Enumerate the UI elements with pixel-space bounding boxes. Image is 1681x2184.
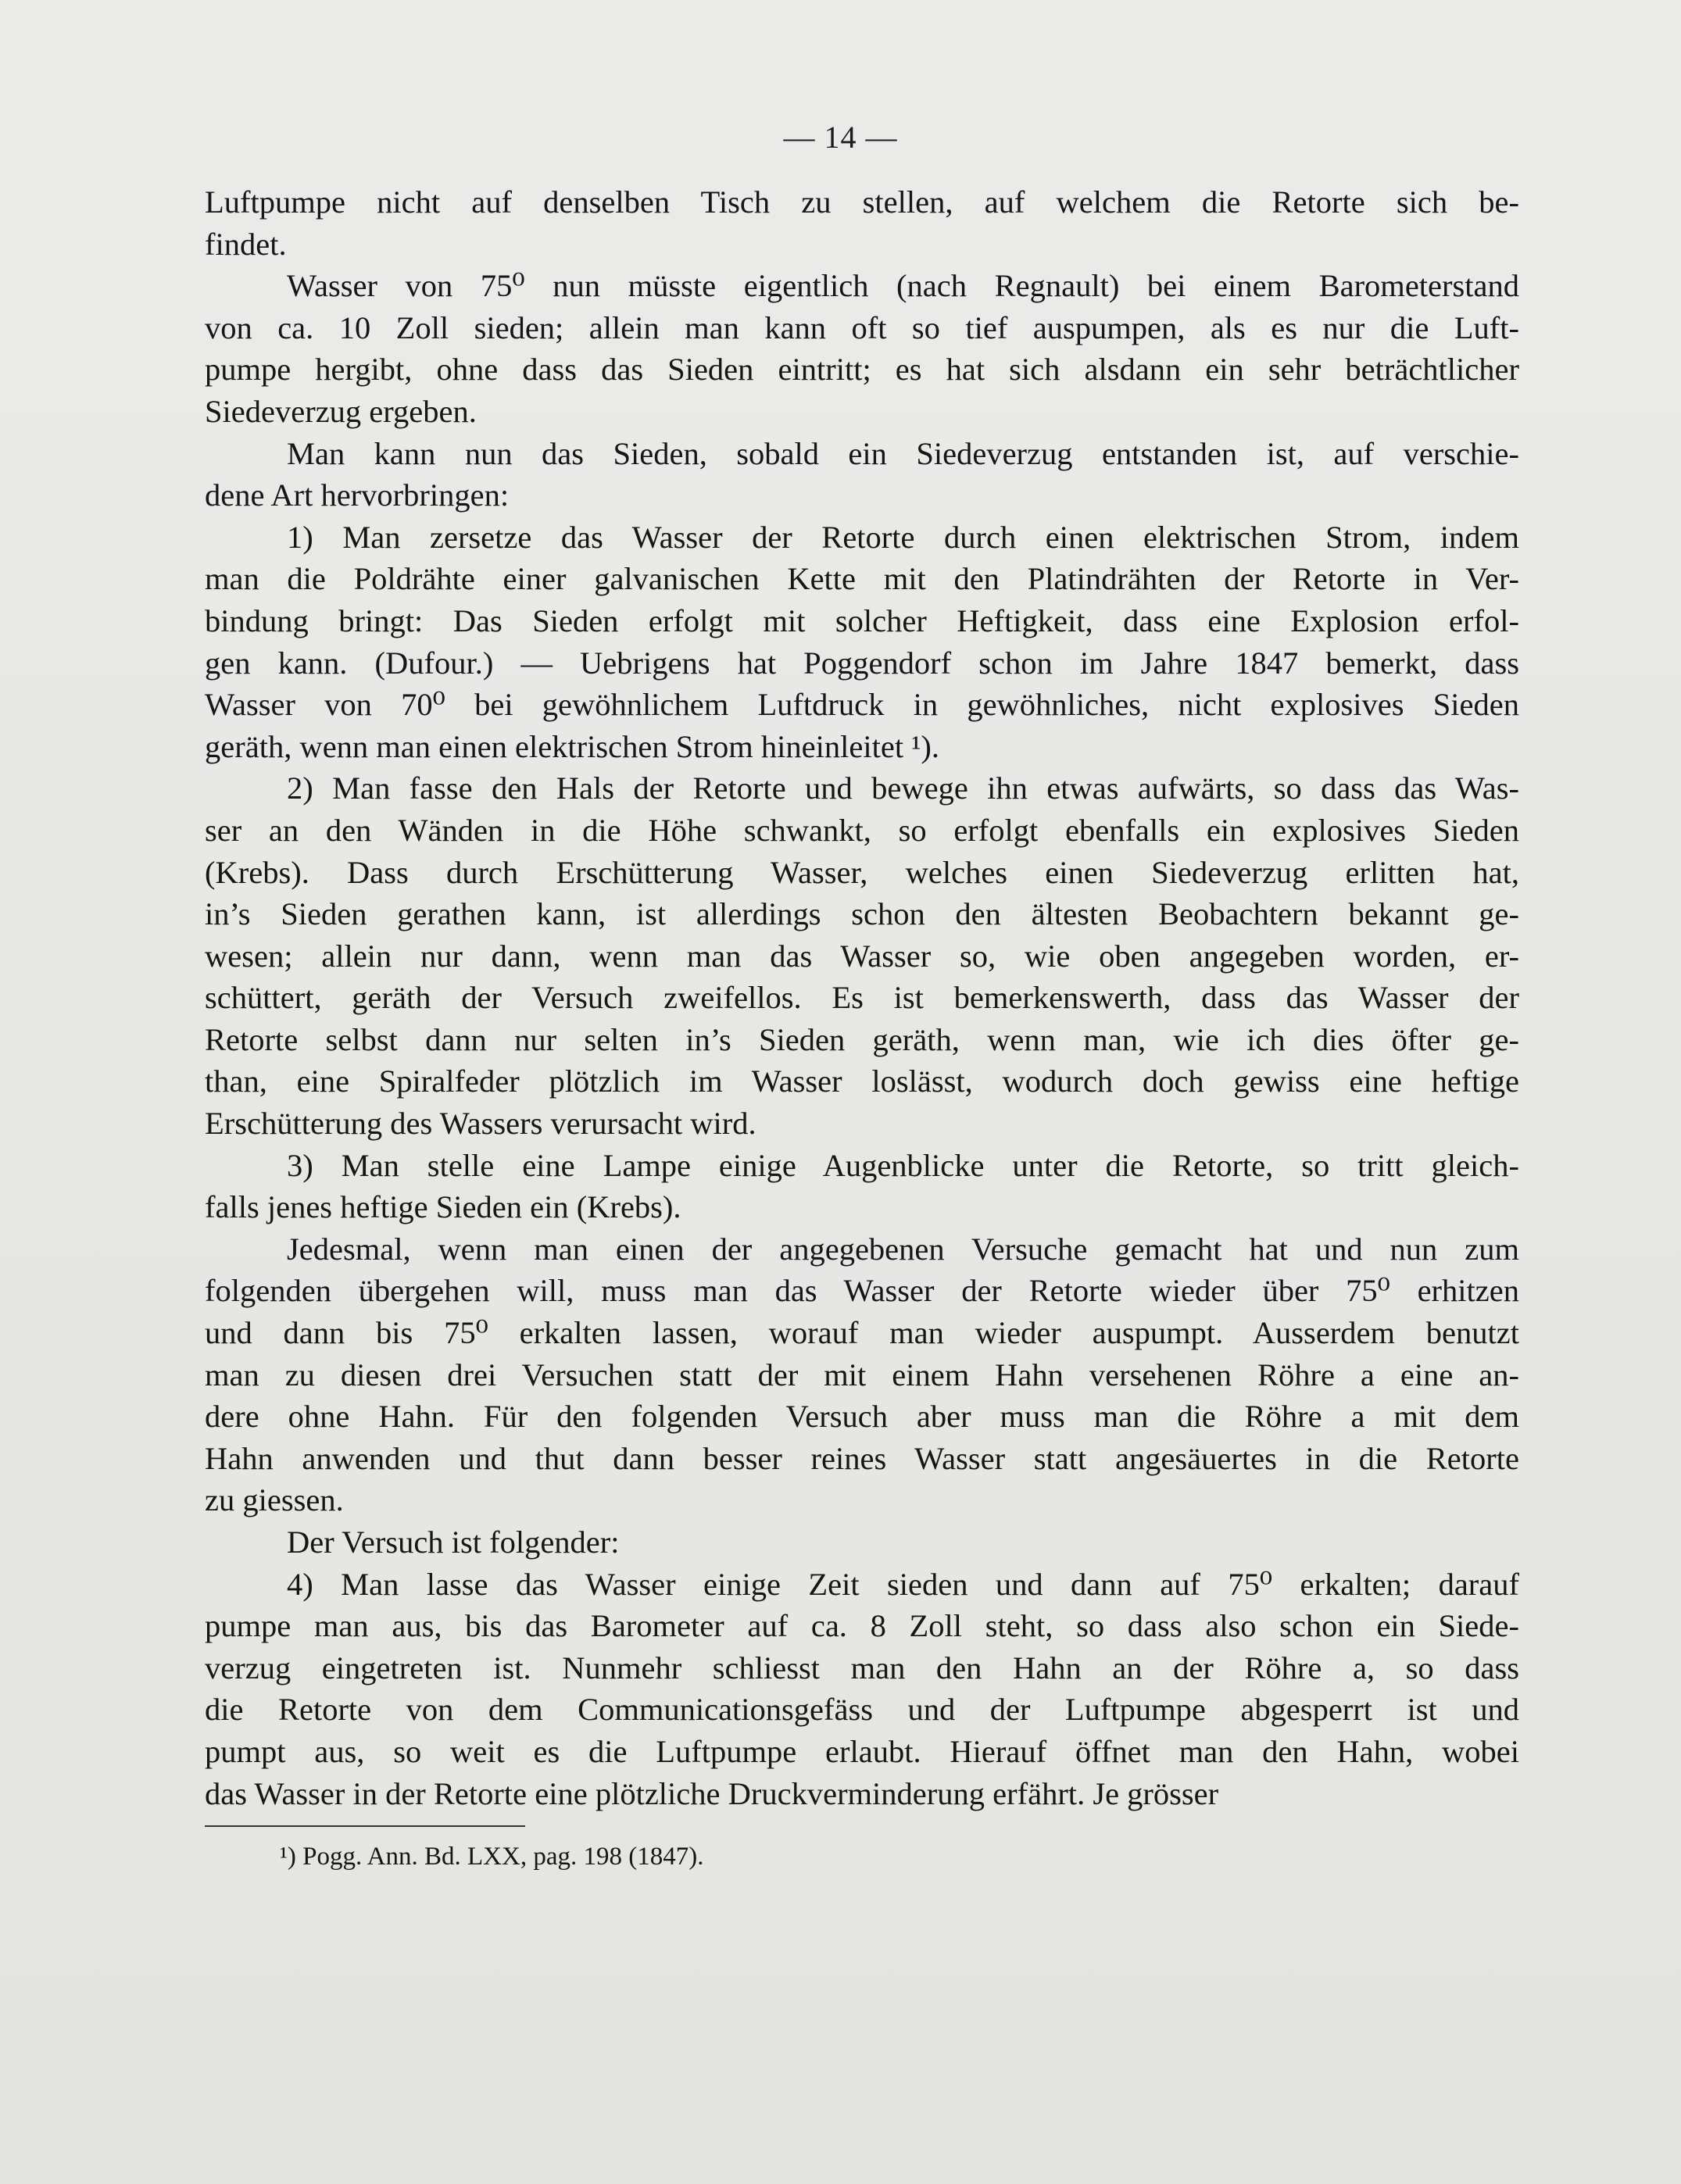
text-line: in’s Sieden gerathen kann, ist allerdings schon den ältesten Beobachtern bekannt ge- (205, 896, 1519, 932)
text-line: falls jenes heftige Sieden ein (Krebs). (205, 1189, 681, 1225)
text-line: das Wasser in der Retorte eine plötzliche Druckverminderung erfährt. Je grösser (205, 1775, 1219, 1811)
text-line: ser an den Wänden in die Höhe schwankt, so erfolgt ebenfalls ein explosives Sieden (205, 812, 1519, 848)
paragraph (205, 181, 1519, 265)
text-line: Hahn anwenden und thut dann besser reines Wasser statt angesäuertes in die Retorte (205, 1440, 1519, 1476)
text-line: folgenden übergehen will, muss man das Wasser der Retorte wieder über 75⁰ erhitzen (205, 1273, 1519, 1309)
text-line: dere ohne Hahn. Für den folgenden Versuch aber muss man die Röhre a mit dem (205, 1399, 1519, 1435)
text-line: 1) Man zersetze das Wasser der Retorte durch einen elektrischen Strom, indem (287, 519, 1519, 555)
text-line: man zu diesen drei Versuchen statt der mit einem Hahn versehenen Röhre a eine an- (205, 1357, 1519, 1392)
paragraph (205, 1564, 1519, 1815)
text-line: von ca. 10 Zoll sieden; allein man kann oft so tief auspumpen, als es nur die Luft- (205, 309, 1519, 345)
paragraph (205, 767, 1519, 1144)
text-line: gen kann. (Dufour.) — Uebrigens hat Poggendorf schon im Jahre 1847 bemerkt, dass (205, 645, 1519, 681)
page-number: — 14 — (783, 120, 898, 155)
text-line: und dann bis 75⁰ erkalten lassen, worauf man wieder auspumpt. Ausserdem benutzt (205, 1315, 1519, 1351)
text-line: (Krebs). Dass durch Erschütterung Wasser, welches einen Siedeverzug erlitten hat, (205, 854, 1519, 890)
text-line: than, eine Spiralfeder plötzlich im Wasser loslässt, wodurch doch gewiss eine heftige (205, 1063, 1519, 1099)
text-line: 2) Man fasse den Hals der Retorte und bewege ihn etwas aufwärts, so dass das Was- (287, 770, 1519, 806)
text-line: Retorte selbst dann nur selten in’s Sieden geräth, wenn man, wie ich dies öfter ge- (205, 1021, 1519, 1057)
text-line: Man kann nun das Sieden, sobald ein Siedeverzug entstanden ist, auf verschie- (287, 435, 1519, 471)
body-text (205, 181, 1519, 1814)
paragraph (205, 1145, 1519, 1228)
text-line: 4) Man lasse das Wasser einige Zeit sieden und dann auf 75⁰ erkalten; darauf (287, 1566, 1519, 1602)
footnote: ¹) Pogg. Ann. Bd. LXX, pag. 198 (1847). (280, 1843, 704, 1871)
text-line: findet. (205, 226, 287, 262)
text-line: verzug eingetreten ist. Nunmehr schliesst man den Hahn an der Röhre a, so dass (205, 1650, 1519, 1685)
text-line: pumpt aus, so weit es die Luftpumpe erlaubt. Hierauf öffnet man den Hahn, wobei (205, 1733, 1519, 1769)
text-line: zu giessen. (205, 1482, 344, 1518)
text-line: bindung bringt: Das Sieden erfolgt mit solcher Heftigkeit, dass eine Explosion erfol- (205, 602, 1519, 638)
footnote-rule (205, 1825, 525, 1827)
text-line: pumpe hergibt, ohne dass das Sieden eintritt; es hat sich alsdann ein sehr beträchtlicher (205, 352, 1519, 388)
text-line: Wasser von 75⁰ nun müsste eigentlich (nach Regnault) bei einem Barometerstand (287, 268, 1519, 304)
text-line: Erschütterung des Wassers verursacht wird. (205, 1106, 756, 1142)
paragraph (205, 433, 1519, 517)
text-line: dene Art hervorbringen: (205, 477, 510, 513)
text-line: pumpe man aus, bis das Barometer auf ca. 8 Zoll steht, so dass also schon ein Siede- (205, 1608, 1519, 1644)
text-line: die Retorte von dem Communicationsgefäss und der Luftpumpe abgesperrt ist und (205, 1692, 1519, 1728)
text-line: geräth, wenn man einen elektrischen Strom hineinleitet ¹). (205, 728, 939, 764)
text-line: schüttert, geräth der Versuch zweifellos. Es ist bemerkenswerth, dass das Wasser der (205, 980, 1519, 1016)
text-line: Wasser von 70⁰ bei gewöhnlichem Luftdruck in gewöhnliches, nicht explosives Sieden (205, 687, 1519, 723)
text-line: Siedeverzug ergeben. (205, 393, 477, 429)
text-line: Luftpumpe nicht auf denselben Tisch zu stellen, auf welchem die Retorte sich be- (205, 184, 1519, 220)
paragraph (205, 1521, 1519, 1564)
paragraph (205, 517, 1519, 768)
text-line: Der Versuch ist folgender: (287, 1525, 620, 1560)
paragraph (205, 265, 1519, 432)
text-line: man die Poldrähte einer galvanischen Kette mit den Platindrähten der Retorte in Ver- (205, 561, 1519, 597)
text-line: 3) Man stelle eine Lampe einige Augenblicke unter die Retorte, so tritt gleich- (287, 1147, 1519, 1183)
paragraph (205, 1228, 1519, 1521)
text-line: Jedesmal, wenn man einen der angegebenen Versuche gemacht hat und nun zum (287, 1231, 1519, 1267)
text-line: wesen; allein nur dann, wenn man das Wasser so, wie oben angegeben worden, er- (205, 938, 1519, 974)
